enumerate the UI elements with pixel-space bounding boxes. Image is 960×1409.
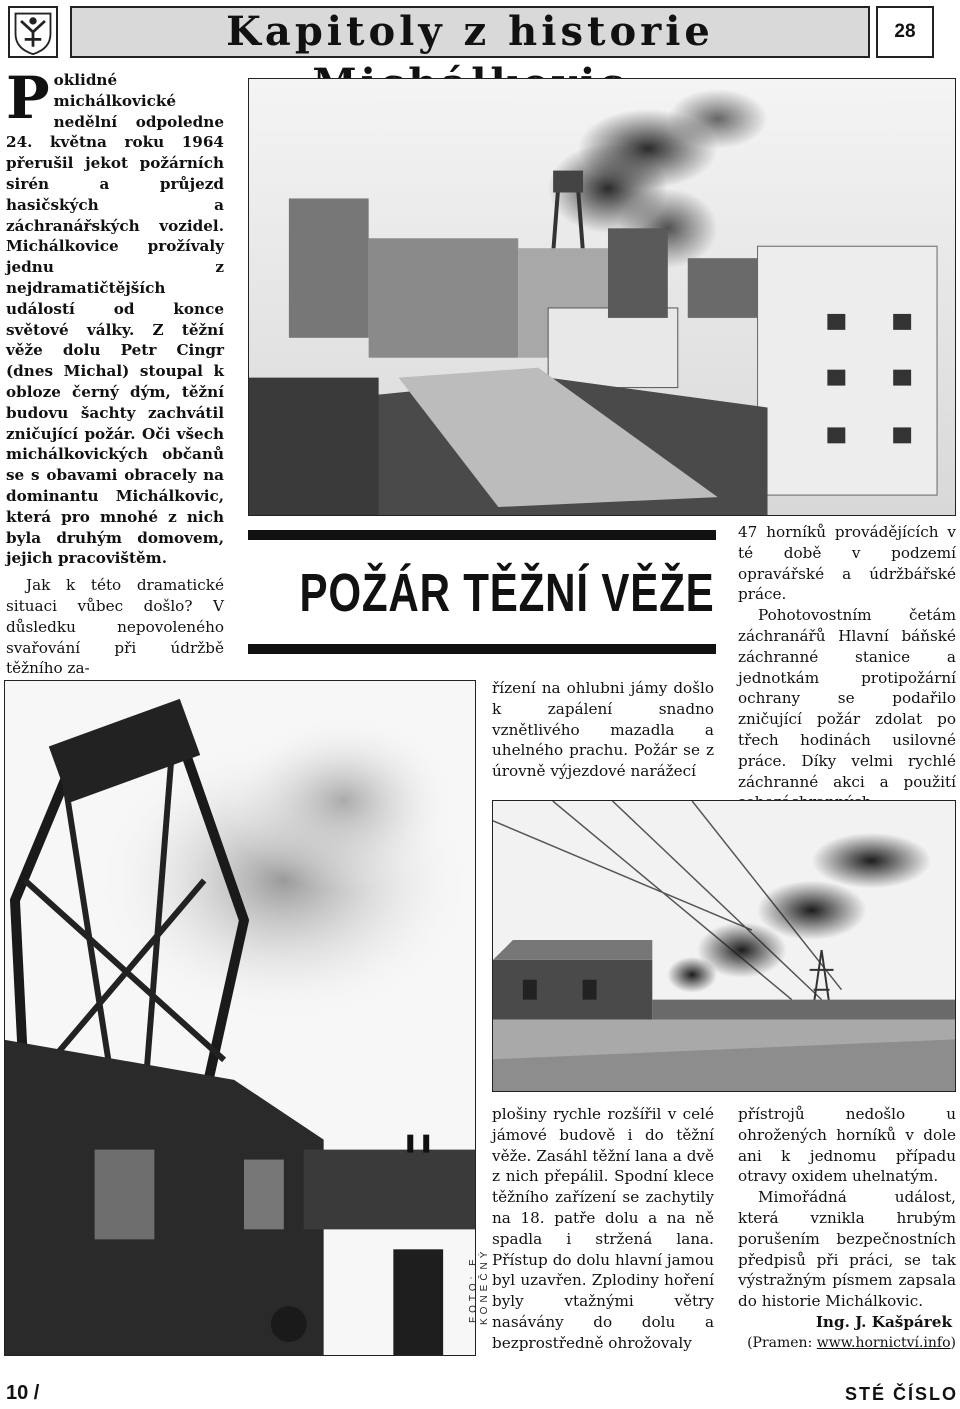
footer-page-number: 10 / <box>6 1382 40 1404</box>
source-suffix: ) <box>950 1334 956 1351</box>
headline-rule-top <box>248 530 716 540</box>
text-column-right-top <box>738 522 956 813</box>
photo-burning-headframe <box>4 680 476 1356</box>
author: Ing. J. Kašpárek <box>815 1312 952 1331</box>
page-title: Kapitoly z historie <box>226 8 714 55</box>
photo-credit: FOTO: E. KONEČNÝ <box>468 1247 490 1325</box>
photo-distant-smoke <box>492 800 956 1092</box>
article-headline: POŽÁR TĚŽNÍ VĚŽE <box>299 563 715 623</box>
town-crest-icon <box>8 6 58 58</box>
page-header <box>0 0 960 66</box>
drop-cap: P <box>6 64 50 132</box>
paragraph: řízení na ohlubni jámy došlo k zapálení snadno vznětlivého mazadla a uhelného prachu. Požár se z úrovně výjezdové narážecí <box>492 679 714 781</box>
source-line <box>738 1333 956 1354</box>
source-link[interactable]: www.hornictví.info <box>816 1334 951 1351</box>
paragraph: přístrojů nedošlo u ohrožených horníků v dole ani k jednomu případu otravy oxidem uhelnatým. <box>738 1105 956 1186</box>
text-column-right-bottom <box>738 1104 956 1354</box>
text-column-middle-top <box>492 678 714 782</box>
text-column-middle-bottom <box>492 1104 714 1354</box>
paragraph: plošiny rychle rozšířil v celé jámové budově i do těžní věže. Zasáhl těžní lana a dvě z nich přepálil. Spodní klece těžního zařízení se zachytily na 18. patře dolu a na ně spadla i stržená lana. Přístup do dolu hlavní jamou byl uzavřen. Zplodiny hoření byly vtažnými větry nasávány do dolu a bezprostředně ohrožovaly <box>492 1105 714 1352</box>
page-number: 28 <box>876 6 934 58</box>
lead-column <box>6 64 224 679</box>
headline-rule-bottom <box>248 644 716 654</box>
lead-paragraph: oklidné michálkovické nedělní odpoledne 24. května roku 1964 přerušil jekot požárních sirén a průjezd hasičských a záchranářských vozidel. Michálkovice prožívaly jednu z nejdramatičtějších událostí od konce světové války. Z těžní věže dolu Petr Cingr (dnes Michal) stoupal k obloze černý dým, těžní budovu šachty zachvátil zničující požár. Oči všech michálkovických občanů se s obavami obracely na dominantu Michálkovic, která pro mnohé z nich byla druhým domovem, jejich pracovištěm. <box>6 71 224 568</box>
photo-mine-complex <box>248 78 956 516</box>
footer-issue-label: STÉ ČÍSLO <box>844 1384 958 1404</box>
source-prefix: (Pramen: <box>747 1334 817 1351</box>
paragraph: Pohotovostním četám záchranářů Hlavní báňské záchranné stanice a jednotkám protipožární ochrany se podařilo zničující požár zdolat po třech hodinách usilovné práce. Díky velmi rychlé záchranné akci a použití <box>738 606 956 791</box>
paragraph: Mimořádná událost, která vznikla hrubým porušením bezpečnostních předpisů při práci, se tak výstražným písmem zapsala do historie Michálkovic. <box>738 1188 956 1311</box>
lead-paragraph-2: Jak k této dramatické situaci vůbec došlo? V důsledku nepovoleného svařování při údržbě těžního za- <box>6 576 224 678</box>
paragraph: 47 horníků provádějících v té době v podzemí opravářské a údržbářské práce. <box>738 523 956 604</box>
